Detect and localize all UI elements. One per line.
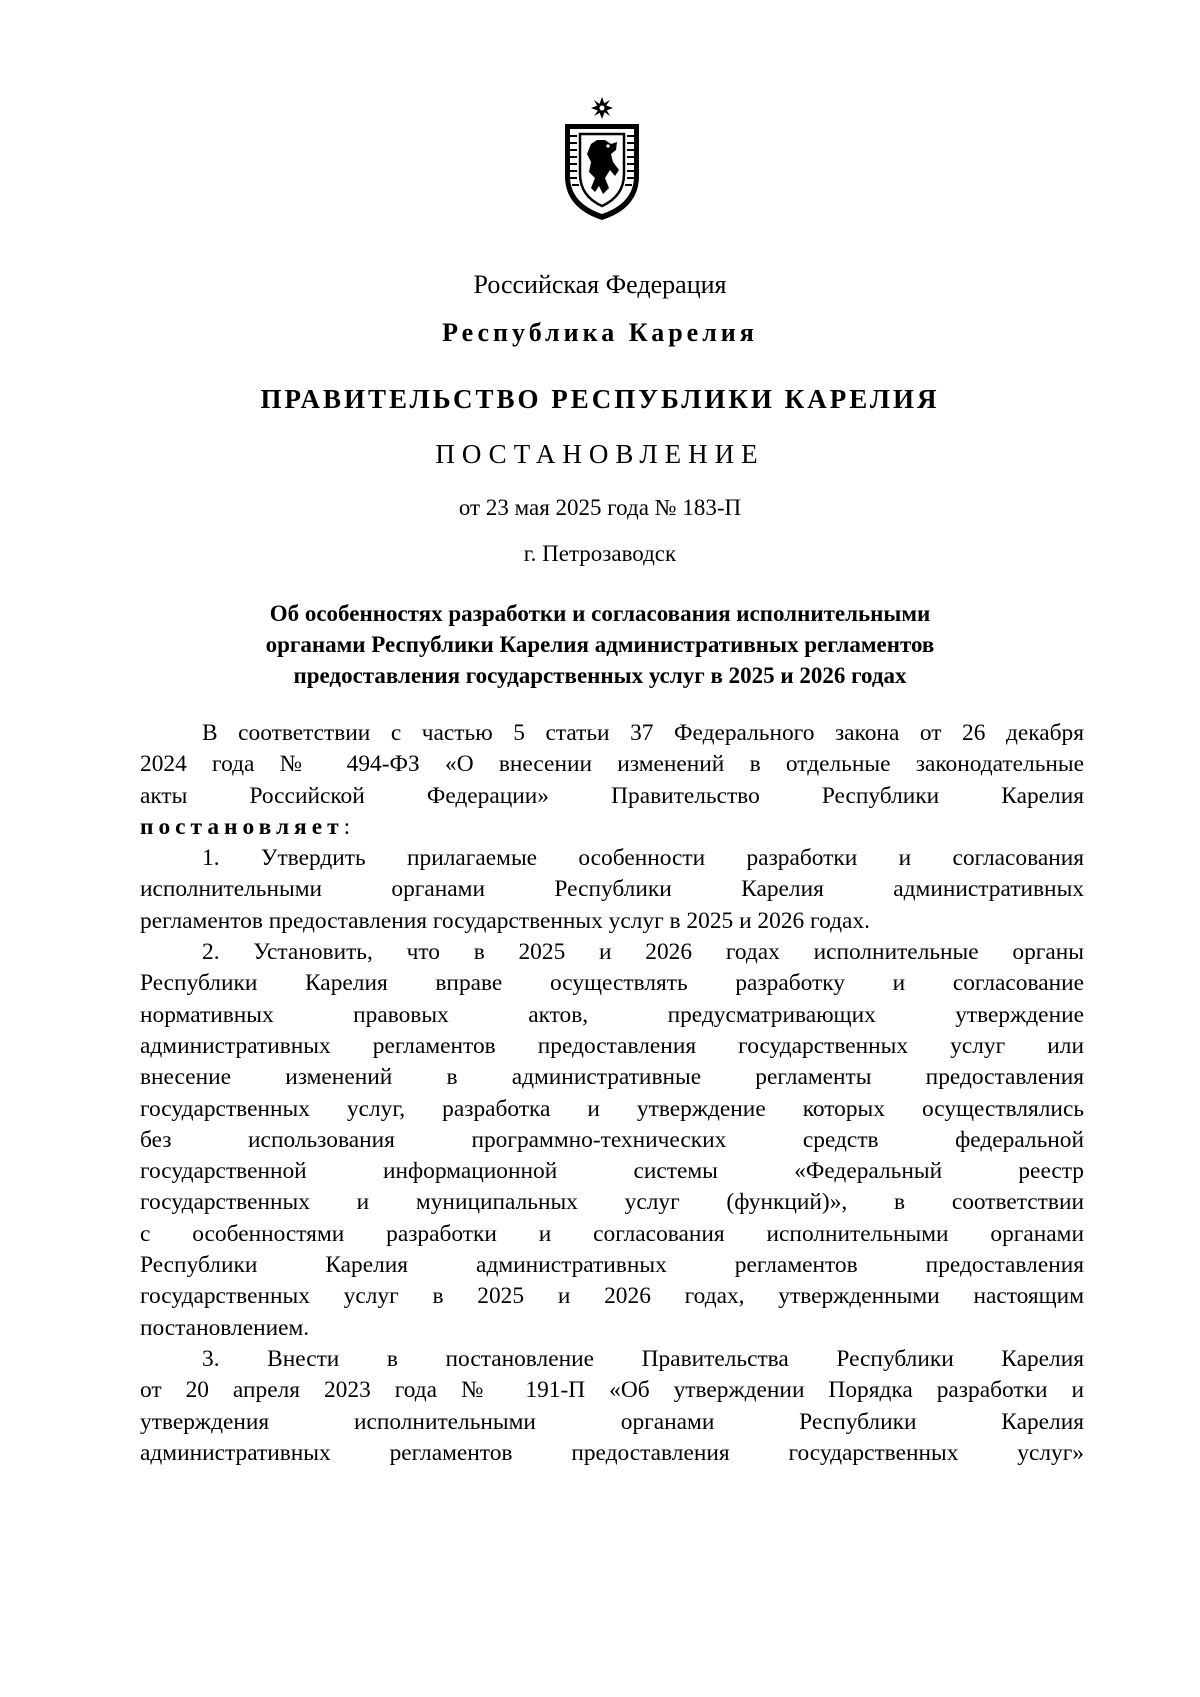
- country-name: Российская Федерация: [473, 270, 727, 299]
- document-date-number: от 23 мая 2025 года № 183-П: [458, 495, 742, 520]
- document-title: [0, 598, 1200, 691]
- item2-line: государственных и муниципальных услуг (функций)», в соответствии: [140, 1189, 1084, 1216]
- item1-line: регламентов предоставления государственных услуг в 2025 и 2026 годах.: [140, 907, 870, 934]
- karelia-coat-of-arms-icon: [561, 96, 643, 222]
- item2-line: постановлением.: [140, 1314, 310, 1341]
- resolves-line: [140, 812, 1084, 843]
- document-city: г. Петрозаводск: [523, 541, 677, 566]
- title-line: предоставления государственных услуг в 2025 и 2026 годах: [293, 663, 907, 688]
- item2-line: государственной информационной системы «Федеральный реестр: [140, 1158, 1084, 1185]
- item1-line: 1. Утвердить прилагаемые особенности разработки и согласования: [202, 845, 1084, 872]
- item2-line: государственных услуг, разработка и утверждение которых осуществлялись: [140, 1095, 1084, 1122]
- item2-line: Республики Карелия административных регламентов предоставления: [140, 1252, 1084, 1279]
- item2-line: 2. Установить, что в 2025 и 2026 годах исполнительные органы: [202, 939, 1084, 966]
- republic-name: Республика Карелия: [442, 318, 758, 347]
- preamble-line: 2024 года № 494-ФЗ «О внесении изменений в отдельные законодательные: [140, 751, 1084, 778]
- title-line: органами Республики Карелия административных регламентов: [265, 632, 935, 657]
- title-line: Об особенностях разработки и согласования исполнительными: [269, 601, 931, 626]
- preamble-line: акты Российской Федерации» Правительство Республики Карелия: [140, 782, 1084, 809]
- item3-line: административных регламентов предоставления государственных услуг»: [140, 1439, 1084, 1466]
- item2-line: нормативных правовых актов, предусматривающих утверждение: [140, 1001, 1084, 1028]
- government-name: ПРАВИТЕЛЬСТВО РЕСПУБЛИКИ КАРЕЛИЯ: [260, 384, 940, 414]
- item2-line: административных регламентов предоставления государственных услуг или: [140, 1032, 1084, 1059]
- item2-line: с особенностями разработки и согласования исполнительными органами: [140, 1220, 1084, 1247]
- item2-line: без использования программно-технических средств федеральной: [140, 1126, 1084, 1153]
- resolves-colon: :: [343, 813, 351, 840]
- item2-line: Республики Карелия вправе осуществлять разработку и согласование: [140, 970, 1084, 997]
- item2-line: государственных услуг в 2025 и 2026 годах, утвержденными настоящим: [140, 1283, 1084, 1310]
- item1-line: исполнительными органами Республики Карелия административных: [140, 876, 1084, 903]
- resolves-word: постановляет: [140, 813, 344, 840]
- document-body: [140, 718, 1084, 1469]
- document-type: ПОСТАНОВЛЕНИЕ: [435, 439, 765, 469]
- preamble-line: В соответствии с частью 5 статьи 37 Федерального закона от 26 декабря: [202, 720, 1084, 746]
- item3-line: от 20 апреля 2023 года № 191-П «Об утверждении Порядка разработки и: [140, 1377, 1084, 1404]
- item2-line: внесение изменений в административные регламенты предоставления: [140, 1064, 1084, 1091]
- item3-line: 3. Внести в постановление Правительства Республики Карелия: [202, 1345, 1084, 1372]
- item3-line: утверждения исполнительными органами Республики Карелия: [140, 1408, 1084, 1435]
